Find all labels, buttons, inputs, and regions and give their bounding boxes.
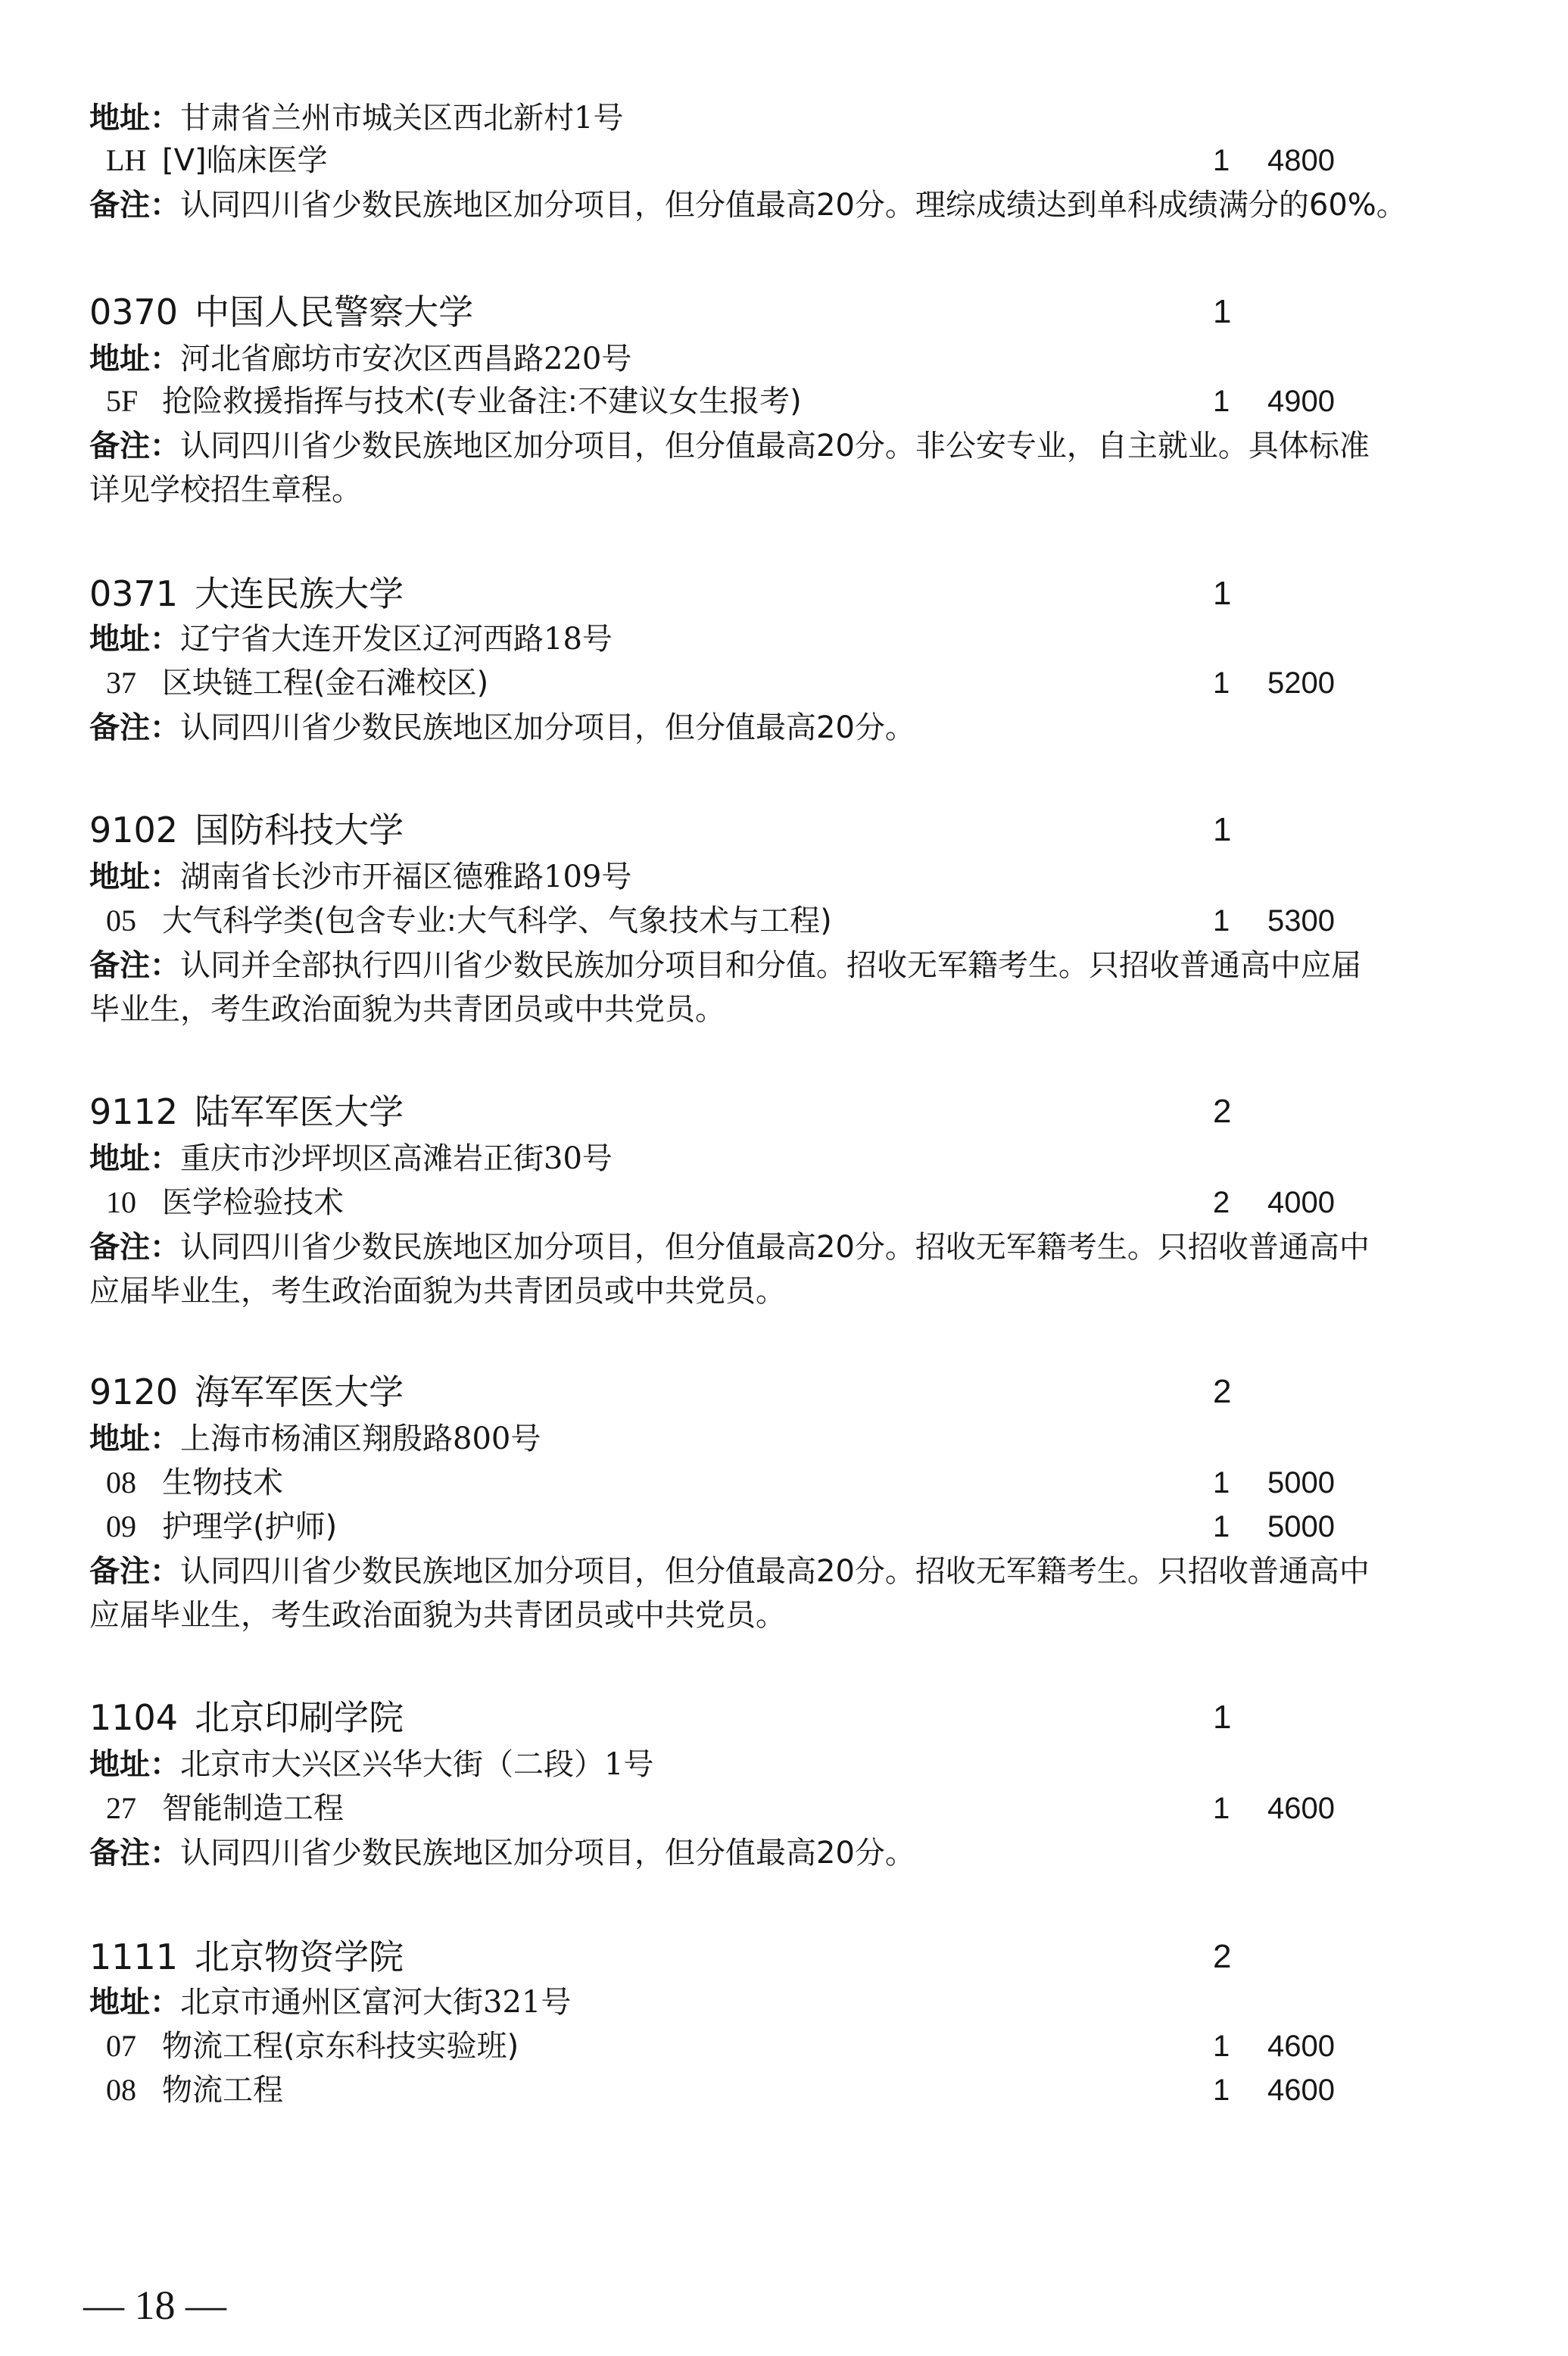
major-fee: 5000 xyxy=(1267,1466,1335,1499)
major-code: 09 xyxy=(106,1509,136,1543)
major-code: 07 xyxy=(106,2029,136,2063)
major-count: 1 xyxy=(1213,904,1230,938)
major-name: 抢险救援指挥与技术(专业备注:不建议女生报考) xyxy=(162,384,802,419)
note-block xyxy=(89,706,1484,750)
address-line xyxy=(89,1418,541,1460)
address-text: 北京市大兴区兴华大街（二段）1号 xyxy=(180,1747,654,1782)
major-name: 智能制造工程 xyxy=(162,1791,344,1826)
address-label: 地址： xyxy=(89,1421,180,1456)
note-block xyxy=(89,424,1484,512)
major-row xyxy=(106,2069,283,2111)
note-label: 备注： xyxy=(89,710,180,745)
major-name: 医学检验技术 xyxy=(162,1185,344,1220)
school-count: 1 xyxy=(1213,293,1232,330)
school-code: 9112 xyxy=(89,1091,179,1132)
major-name: 物流工程(京东科技实验班) xyxy=(162,2029,519,2064)
major-row xyxy=(106,1787,344,1830)
address-label: 地址： xyxy=(89,341,180,376)
address-label: 地址： xyxy=(89,859,180,894)
major-count: 1 xyxy=(1213,144,1230,177)
note-label: 备注： xyxy=(89,1554,180,1589)
address-line xyxy=(89,856,631,898)
major-row xyxy=(106,1181,344,1224)
major-count: 1 xyxy=(1213,1466,1230,1499)
address-label: 地址： xyxy=(89,1984,180,2020)
school-count: 1 xyxy=(1213,575,1232,612)
school-code: 9102 xyxy=(89,810,179,850)
school-code: 1104 xyxy=(89,1697,179,1738)
note-line: 认同四川省少数民族地区加分项目，但分值最高20分。非公安专业，自主就业。具体标准 xyxy=(180,429,1370,463)
major-row xyxy=(106,380,802,423)
school-title xyxy=(89,1088,404,1136)
note-line: 详见学校招生章程。 xyxy=(89,473,362,507)
major-code: LH xyxy=(106,143,147,177)
school-title xyxy=(89,1368,404,1416)
major-fee: 4000 xyxy=(1267,1186,1335,1219)
note-label: 备注： xyxy=(89,188,180,223)
major-name: 大气科学类(包含专业:大气科学、气象技术与工程) xyxy=(162,903,832,938)
major-row xyxy=(106,139,328,182)
school-count: 2 xyxy=(1213,1373,1232,1410)
school-code: 0371 xyxy=(89,573,179,614)
school-name: 陆军军医大学 xyxy=(195,1091,404,1132)
address-text: 湖南省长沙市开福区德雅路109号 xyxy=(180,860,632,894)
major-count: 1 xyxy=(1213,1792,1230,1825)
school-title xyxy=(89,569,404,618)
major-row xyxy=(106,1462,283,1504)
address-line xyxy=(89,338,631,380)
note-label: 备注： xyxy=(89,948,180,983)
note-line: 认同并全部执行四川省少数民族加分项目和分值。招收无军籍考生。只招收普通高中应届 xyxy=(180,948,1361,983)
major-code: 5F xyxy=(106,384,139,418)
address-line xyxy=(89,618,613,660)
school-name: 北京物资学院 xyxy=(195,1936,404,1977)
note-block xyxy=(89,183,1484,227)
address-label: 地址： xyxy=(89,1746,180,1782)
major-fee: 4600 xyxy=(1267,1792,1335,1825)
address-line xyxy=(89,97,623,139)
school-title xyxy=(89,288,473,336)
major-count: 1 xyxy=(1213,2074,1230,2107)
note-line: 认同四川省少数民族地区加分项目，但分值最高20分。招收无军籍考生。只招收普通高中 xyxy=(180,1230,1370,1265)
major-fee: 5300 xyxy=(1267,904,1335,938)
note-line: 毕业生，考生政治面貌为共青团员或中共党员。 xyxy=(89,992,725,1027)
major-code: 08 xyxy=(106,1465,136,1499)
address-line xyxy=(89,1981,571,2024)
major-name: 物流工程 xyxy=(162,2073,283,2108)
major-fee: 4600 xyxy=(1267,2074,1335,2107)
address-text: 重庆市沙坪坝区高滩岩正街30号 xyxy=(180,1141,613,1176)
school-name: 中国人民警察大学 xyxy=(195,292,474,332)
major-name: 区块链工程(金石滩校区) xyxy=(162,666,489,701)
major-name: 生物技术 xyxy=(162,1465,283,1500)
major-fee: 5200 xyxy=(1267,666,1335,700)
major-code: 10 xyxy=(106,1185,136,1219)
school-name: 国防科技大学 xyxy=(195,810,404,850)
note-line: 认同四川省少数民族地区加分项目，但分值最高20分。 xyxy=(180,1836,915,1871)
note-block xyxy=(89,1225,1484,1313)
major-fee: 4600 xyxy=(1267,2030,1335,2063)
note-block xyxy=(89,944,1484,1031)
school-count: 1 xyxy=(1213,811,1232,848)
address-label: 地址： xyxy=(89,621,180,657)
note-block xyxy=(89,1549,1484,1637)
school-code: 9120 xyxy=(89,1371,179,1412)
address-text: 上海市杨浦区翔殷路800号 xyxy=(180,1421,541,1456)
note-line: 认同四川省少数民族地区加分项目，但分值最高20分。招收无军籍考生。只招收普通高中 xyxy=(180,1554,1370,1589)
note-label: 备注： xyxy=(89,429,180,463)
major-code: 37 xyxy=(106,666,136,700)
note-block xyxy=(89,1831,1484,1875)
address-line xyxy=(89,1137,613,1180)
address-text: 北京市通州区富河大街321号 xyxy=(180,1985,572,2020)
major-name: [V]临床医学 xyxy=(162,143,328,178)
school-count: 2 xyxy=(1213,1093,1232,1130)
note-line: 应届毕业生，考生政治面貌为共青团员或中共党员。 xyxy=(89,1274,786,1309)
address-text: 辽宁省大连开发区辽河西路18号 xyxy=(180,622,613,657)
address-line xyxy=(89,1743,653,1786)
major-row xyxy=(106,2025,519,2067)
note-line: 认同四川省少数民族地区加分项目，但分值最高20分。 xyxy=(180,710,915,745)
major-count: 2 xyxy=(1213,1186,1230,1219)
school-name: 大连民族大学 xyxy=(195,573,404,614)
note-line: 应届毕业生，考生政治面貌为共青团员或中共党员。 xyxy=(89,1598,786,1633)
major-code: 05 xyxy=(106,903,136,938)
major-fee: 4900 xyxy=(1267,385,1335,418)
note-label: 备注： xyxy=(89,1230,180,1265)
school-title xyxy=(89,806,404,854)
school-name: 北京印刷学院 xyxy=(195,1697,404,1738)
address-label: 地址： xyxy=(89,1141,180,1176)
major-count: 1 xyxy=(1213,666,1230,700)
major-row xyxy=(106,900,832,942)
school-code: 0370 xyxy=(89,292,179,332)
major-code: 27 xyxy=(106,1791,136,1825)
major-name: 护理学(护师) xyxy=(162,1509,338,1544)
note-line: 认同四川省少数民族地区加分项目，但分值最高20分。理综成绩达到单科成绩满分的60%。 xyxy=(180,188,1407,223)
address-text: 甘肃省兰州市城关区西北新村1号 xyxy=(180,101,624,136)
major-row xyxy=(106,1506,337,1548)
major-count: 1 xyxy=(1213,385,1230,418)
major-fee: 5000 xyxy=(1267,1510,1335,1543)
major-count: 1 xyxy=(1213,1510,1230,1543)
school-name: 海军军医大学 xyxy=(195,1371,404,1412)
address-label: 地址： xyxy=(89,100,180,136)
school-code: 1111 xyxy=(89,1936,179,1977)
school-count: 2 xyxy=(1213,1938,1232,1975)
address-text: 河北省廊坊市安次区西昌路220号 xyxy=(180,342,632,376)
school-title xyxy=(89,1693,404,1742)
school-title xyxy=(89,1933,404,1981)
major-fee: 4800 xyxy=(1267,144,1335,177)
major-row xyxy=(106,662,488,704)
page-number: — 18 — xyxy=(83,2283,226,2328)
major-count: 1 xyxy=(1213,2030,1230,2063)
school-count: 1 xyxy=(1213,1699,1232,1736)
note-label: 备注： xyxy=(89,1836,180,1871)
major-code: 08 xyxy=(106,2073,136,2107)
